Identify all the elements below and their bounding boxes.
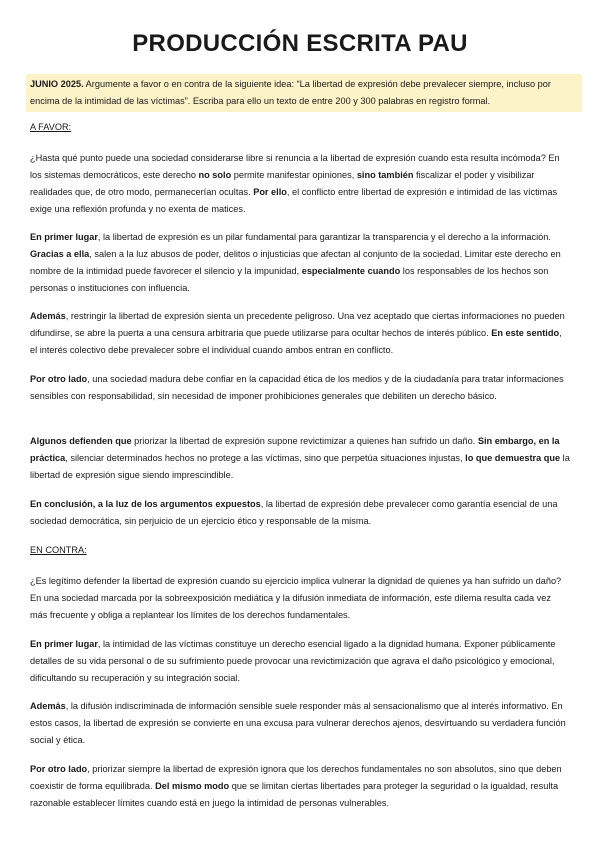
text-run: permite manifestar opiniones, bbox=[231, 170, 357, 180]
paragraph bbox=[30, 761, 570, 812]
bold-connector: no solo bbox=[198, 170, 232, 180]
bold-connector: Sin embargo, en la práctica bbox=[30, 436, 560, 463]
text-run: ¿Hasta qué punto puede una sociedad considerarse libre si renuncia a la libertad de expresión cuando esta resulta incómoda? En los sistemas democráticos, este derecho bbox=[30, 153, 560, 180]
bold-connector: Además bbox=[30, 311, 66, 321]
text-run: los responsables de los hechos son personas o instituciones con influencia. bbox=[30, 266, 549, 293]
text-run: , la difusión indiscriminada de información sensible suele responder más al sensacionalismo que al interés informativo. En estos casos, la libertad de expresión se convierte en una excusa para vulnerar derechos ajenos, desvirtuando su verdadera función social y ética. bbox=[30, 701, 566, 745]
paragraph bbox=[30, 496, 570, 530]
bold-connector: Además bbox=[30, 701, 66, 711]
text-run: , el interés colectivo debe prevalecer sobre el individual cuando ambos entran en conflicto. bbox=[30, 328, 562, 355]
paragraph bbox=[30, 573, 570, 624]
page-title: PRODUCCIÓN ESCRITA PAU bbox=[132, 30, 468, 57]
paragraph bbox=[30, 636, 570, 687]
bold-connector: Por otro lado bbox=[30, 764, 88, 774]
text-run: , una sociedad madura debe confiar en la capacidad ética de los medios y de la ciudadanía para tratar informaciones sensibles con responsabilidad, sin necesidad de imponer prohibiciones generales que debiliten un derecho básico. bbox=[30, 374, 564, 401]
text-run: , la intimidad de las víctimas constituye un derecho esencial ligado a la dignidad humana. Exponer públicamente detalles de su vida personal o de su sufrimiento puede provocar una revictimización que agrava el daño psicológico y emocional, dificultando su recuperación y su integración social. bbox=[30, 639, 556, 683]
bold-connector: En primer lugar bbox=[30, 639, 98, 649]
section-heading-contra: EN CONTRA: bbox=[30, 545, 87, 555]
section-heading-favor: A FAVOR: bbox=[30, 122, 72, 132]
paragraph bbox=[30, 433, 570, 484]
paragraph bbox=[30, 698, 570, 749]
text-run: fiscalizar el poder y visibilizar realidades que, de otro modo, permanecerían ocultas. bbox=[30, 170, 535, 197]
bold-connector: Por otro lado bbox=[30, 374, 88, 384]
bold-connector: En este sentido bbox=[491, 328, 560, 338]
bold-connector: En conclusión, a la luz de los argumentos expuestos bbox=[30, 499, 261, 509]
bold-connector: Algunos defienden que bbox=[30, 436, 132, 446]
bold-connector: especialmente cuando bbox=[301, 266, 401, 276]
text-run: , el conflicto entre libertad de expresión e intimidad de las víctimas exige una reflexión profunda y no exenta de matices. bbox=[30, 187, 558, 214]
prompt-label: JUNIO 2025. bbox=[30, 79, 84, 89]
text-run: , la libertad de expresión debe prevalecer como garantía esencial de una sociedad democrática, sin perjuicio de un ejercicio ético y responsable de la misma. bbox=[30, 499, 558, 526]
text-run: , restringir la libertad de expresión sienta un precedente peligroso. Una vez aceptado que ciertas informaciones no pueden difundirse, se abre la puerta a una censura arbitraria que puede utilizarse para ocultar hechos de interés público. bbox=[30, 311, 565, 338]
paragraph bbox=[30, 150, 570, 218]
paragraph bbox=[30, 371, 570, 405]
text-run: que se limitan ciertas libertades para proteger la seguridad o la igualdad, resulta razonable establecer límites cuando está en juego la intimidad de personas vulnerables. bbox=[30, 781, 559, 808]
bold-connector: lo que demuestra que bbox=[465, 453, 561, 463]
exam-prompt bbox=[26, 74, 582, 112]
bold-connector: Por ello bbox=[253, 187, 287, 197]
paragraph bbox=[30, 229, 570, 297]
text-run: , silenciar determinados hechos no protege a las víctimas, sino que perpetúa situaciones injustas, bbox=[65, 453, 466, 463]
text-run: , priorizar siempre la libertad de expresión ignora que los derechos fundamentales no son absolutos, sino que deben coexistir de forma equilibrada. bbox=[30, 764, 562, 791]
bold-connector: En primer lugar bbox=[30, 232, 98, 242]
bold-connector: Gracias a ella bbox=[30, 249, 90, 259]
text-run: priorizar la libertad de expresión supone revictimizar a quienes han sufrido un daño. bbox=[131, 436, 478, 446]
text-run: , la libertad de expresión es un pilar fundamental para garantizar la transparencia y el derecho a la información. bbox=[97, 232, 551, 242]
text-run: , salen a la luz abusos de poder, delitos o injusticias que afectan al conjunto de la sociedad. Limitar este derecho en nombre de la intimidad puede favorecer el silencio y la impunidad, bbox=[30, 249, 561, 276]
text-run: la libertad de expresión sigue siendo imprescindible. bbox=[30, 453, 570, 480]
paragraph bbox=[30, 308, 570, 359]
text-run: ¿Es legítimo defender la libertad de expresión cuando su ejercicio implica vulnerar la dignidad de quienes ya han sufrido un daño? En una sociedad marcada por la sobreexposición mediática y la difusión inmediata de información, este dilema resulta cada vez más frecuente y obliga a replantear los límites de los derechos fundamentales. bbox=[30, 576, 562, 620]
prompt-text: Argumente a favor o en contra de la siguiente idea: “La libertad de expresión debe prevalecer siempre, incluso por encima de la intimidad de las víctimas”. Escriba para ello un texto de entre 200 y 300 palabras en registro formal. bbox=[30, 79, 551, 106]
bold-connector: Del mismo modo bbox=[155, 781, 230, 791]
bold-connector: sino también bbox=[356, 170, 414, 180]
